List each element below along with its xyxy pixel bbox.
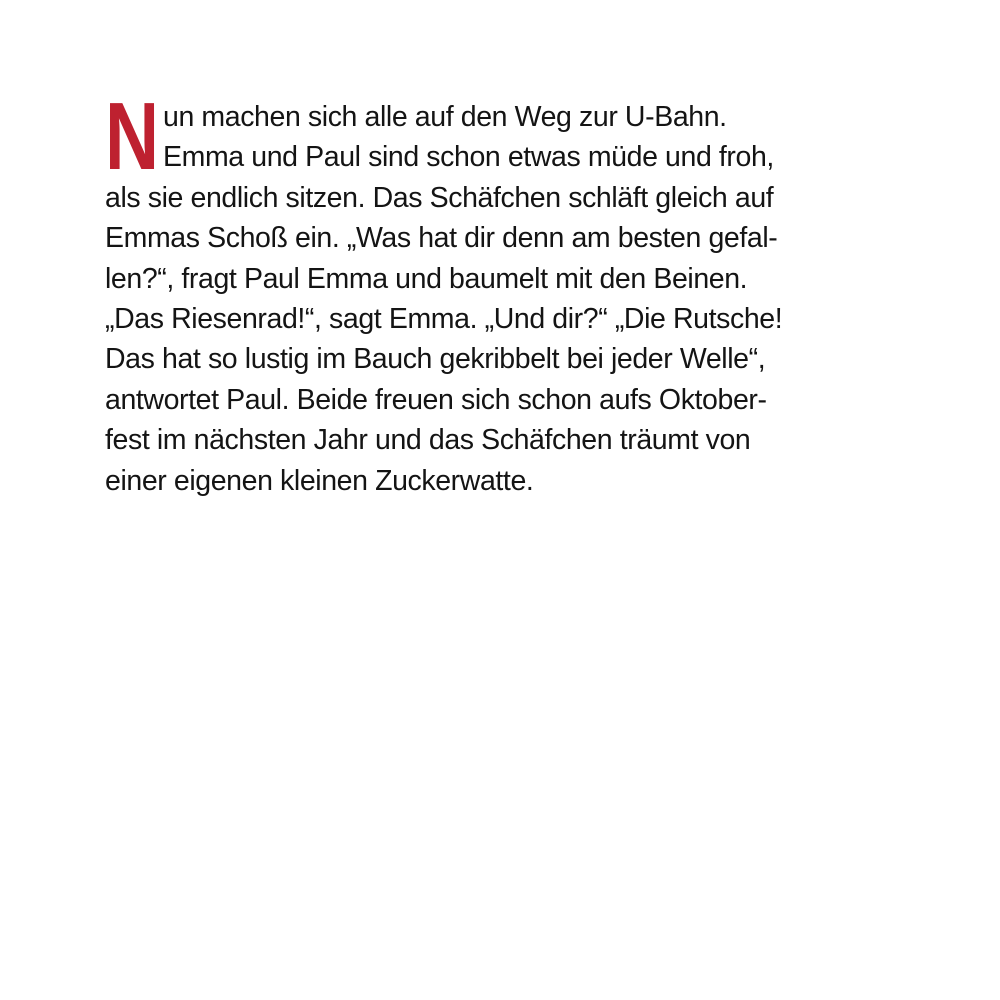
text-line: als sie endlich sitzen. Das Schäfchen schläft gleich auf — [105, 181, 774, 214]
text-line: Das hat so lustig im Bauch gekribbelt bei jeder Welle“, — [105, 343, 766, 376]
text-line: einer eigenen kleinen Zuckerwatte. — [105, 464, 534, 497]
drop-cap-letter: N — [105, 83, 160, 190]
text-line: fest im nächsten Jahr und das Schäfchen träumt von — [105, 424, 751, 457]
text-line: antwortet Paul. Beide freuen sich schon aufs Oktober- — [105, 383, 767, 416]
text-line: len?“, fragt Paul Emma und baumelt mit den Beinen. — [105, 262, 748, 295]
text-line: „Das Riesenrad!“, sagt Emma. „Und dir?“ „Die Rutsche! — [105, 302, 783, 335]
story-paragraph — [105, 83, 905, 501]
text-line: Emmas Schoß ein. „Was hat dir denn am besten gefal- — [105, 222, 778, 255]
text-line: un machen sich alle auf den Weg zur U-Bahn. — [163, 101, 727, 133]
text-line: Emma und Paul sind schon etwas müde und froh, — [163, 141, 774, 174]
